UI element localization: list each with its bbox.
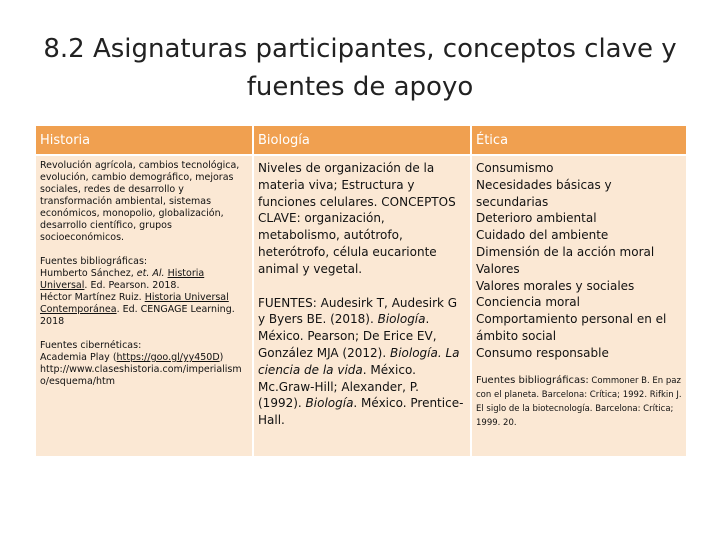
- historia-cyber-1: Academia Play (https://goo.gl/yy450D): [40, 352, 224, 363]
- table-row: [36, 154, 686, 456]
- list-item: Deterioro ambiental: [476, 211, 597, 226]
- historia-biblio-label: Fuentes bibliográficas:: [40, 256, 148, 267]
- title-line-1: 8.2 Asignaturas participantes, conceptos clave y: [43, 34, 677, 64]
- header-historia: Historia: [36, 126, 254, 154]
- list-item: Comportamiento personal en el ámbito social: [476, 312, 667, 343]
- historia-ref-2-title-link[interactable]: Historia Universal Contemporánea: [40, 292, 229, 315]
- historia-ref-1: Humberto Sánchez, et. Al. Historia Universal. Ed. Pearson. 2018.: [40, 268, 205, 291]
- list-item: Cuidado del ambiente: [476, 228, 609, 243]
- header-biologia: Biología: [254, 126, 472, 154]
- table-header-row: [36, 126, 686, 154]
- historia-cell: [36, 154, 254, 456]
- list-item: Valores: [476, 261, 520, 276]
- list-item: Conciencia moral: [476, 295, 580, 310]
- list-item: Necesidades básicas y secundarias: [476, 177, 612, 209]
- page-title: [0, 30, 720, 106]
- list-item: Dimensión de la acción moral: [476, 244, 655, 259]
- etica-cell: [472, 154, 686, 456]
- biologia-concepts: Niveles de organización de la materia viva; Estructura y funciones celulares. CONCEPTOS CLAVE: organización, metabolismo, autótrofo, heterótrofo, célula eucarionte animal y vegetal.: [258, 161, 456, 276]
- historia-ref-2: Héctor Martínez Ruiz. Historia Universal Contemporánea. Ed. CENGAGE Learning. 2018: [40, 292, 235, 327]
- historia-ref-1-title-link[interactable]: Historia Universal: [40, 268, 205, 291]
- list-item: Consumismo: [476, 161, 554, 175]
- list-item: Consumo responsable: [476, 345, 609, 360]
- academia-play-link[interactable]: https://goo.gl/yy450D: [116, 352, 220, 363]
- etica-biblio: [476, 374, 682, 430]
- historia-cyber-2[interactable]: http://www.claseshistoria.com/imperialismo/esquema/htm: [40, 364, 242, 387]
- biologia-sources: FUENTES: Audesirk T, Audesirk G y Byers BE. (2018). Biología. México. Pearson; De Erice EV, González MJA (2012). Biología. La ciencia de la vida. México. Mc.Graw-Hill; Alexander, P. (1992). Biología. México. Prentice-Hall.: [258, 295, 464, 428]
- etica-biblio-label: Fuentes bibliográficas:: [476, 374, 589, 386]
- list-item: Valores morales y sociales: [476, 278, 635, 293]
- subjects-table: [36, 126, 686, 456]
- historia-cyber-label: Fuentes cibernéticas:: [40, 340, 142, 351]
- biologia-cell: [254, 154, 472, 456]
- etica-biblio-text: Commoner B. En paz con el planeta. Barcelona: Crítica; 1992. Rifkin J. El siglo de la biotecnología. Barcelona: Crítica; 1999. 20.: [476, 375, 682, 428]
- historia-concepts: Revolución agrícola, cambios tecnológica, evolución, cambio demográfico, mejoras sociales, redes de desarrollo y transformación ambiental, sistemas económicos, monopolio, globalización, desarrollo científico, grupos socioeconómicos.: [40, 160, 240, 243]
- title-line-2: fuentes de apoyo: [246, 72, 474, 102]
- header-etica: Ética: [472, 126, 686, 154]
- etica-list: [476, 160, 682, 362]
